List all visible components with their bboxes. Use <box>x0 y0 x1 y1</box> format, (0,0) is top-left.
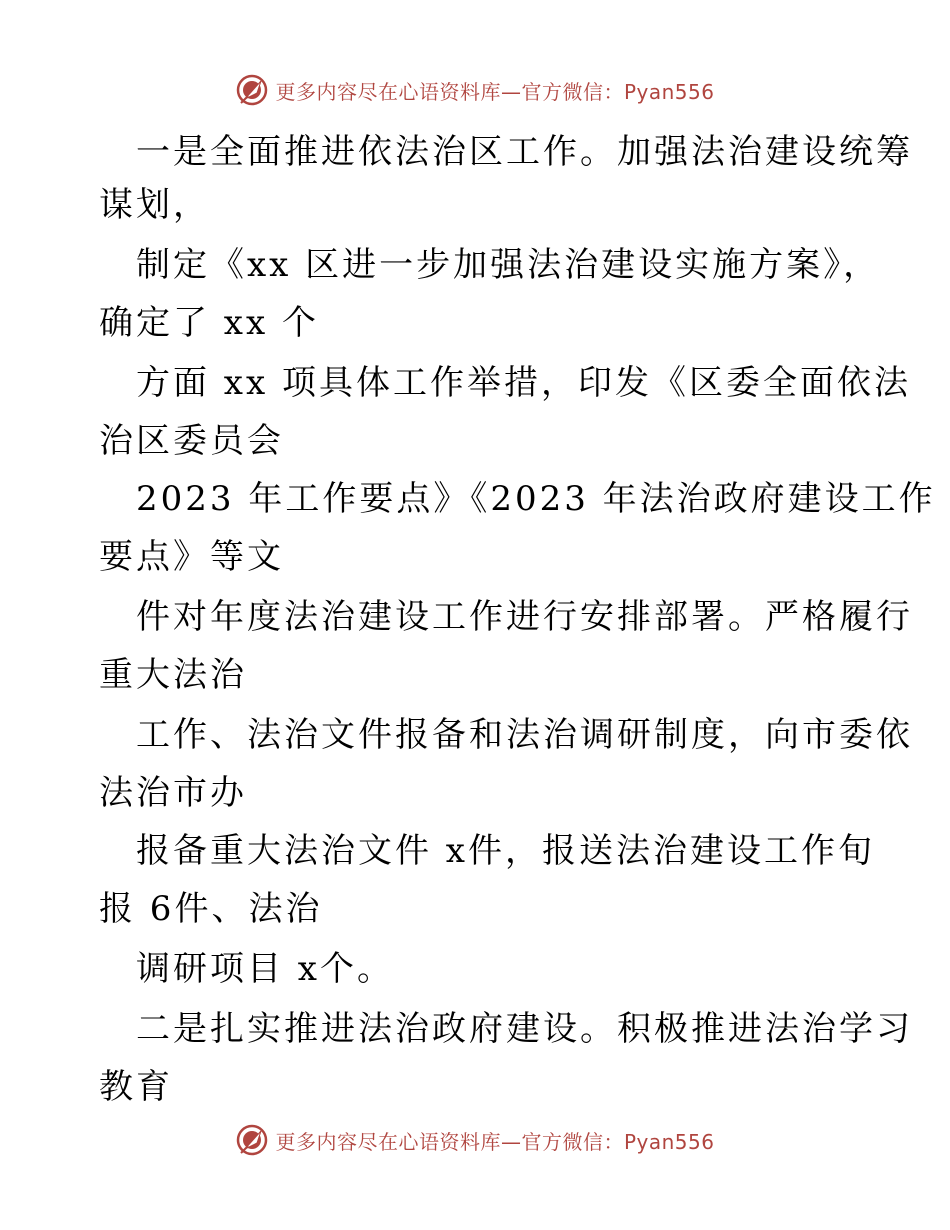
text-line: 二是扎实推进法治政府建设。积极推进法治学习 <box>136 1009 913 1049</box>
text-line: 教育 <box>99 1067 173 1107</box>
text-line: 法治市办 <box>99 773 247 813</box>
feather-pen-logo-icon <box>235 1123 269 1157</box>
text-line: 调研项目 x个。 <box>136 949 394 989</box>
header-banner <box>0 70 950 110</box>
text-line: 要点》等文 <box>99 537 284 577</box>
footer-banner-text: 更多内容尽在心语资料库—官方微信：Pyan556 <box>275 1129 715 1154</box>
text-line: 治区委员会 <box>99 421 284 461</box>
text-line: 件对年度法治建设工作进行安排部署。严格履行 <box>136 597 913 637</box>
header-banner-text: 更多内容尽在心语资料库—官方微信：Pyan556 <box>275 79 715 104</box>
feather-pen-logo-icon <box>235 73 269 107</box>
footer-banner <box>0 1120 950 1160</box>
text-line: 方面 xx 项具体工作举措，印发《区委全面依法 <box>136 363 911 403</box>
text-line: 确定了 xx 个 <box>99 303 319 343</box>
text-line: 谋划， <box>99 185 210 225</box>
text-line: 工作、法治文件报备和法治调研制度，向市委依 <box>136 715 913 755</box>
text-line: 2023 年工作要点》《2023 年法治政府建设工作 <box>136 479 936 519</box>
text-line: 报 6件、法治 <box>99 889 323 929</box>
text-line: 报备重大法治文件 x件，报送法治建设工作旬 <box>136 831 875 871</box>
text-line: 重大法治 <box>99 655 247 695</box>
text-line: 一是全面推进依法治区工作。加强法治建设统筹 <box>136 132 913 172</box>
text-line: 制定《xx 区进一步加强法治建设实施方案》， <box>136 245 881 285</box>
